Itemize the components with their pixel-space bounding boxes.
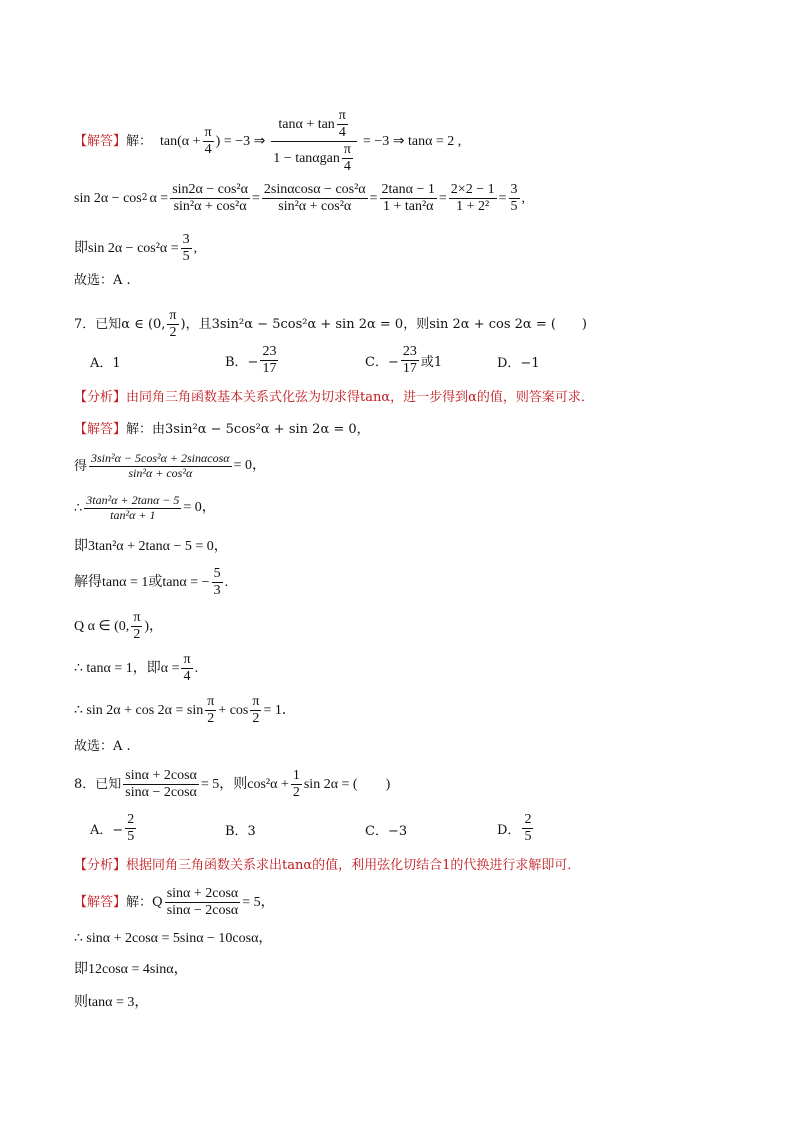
option-d: D．−1 <box>497 356 540 371</box>
fraction: $\frac{\pi}{4}$ <box>204 125 212 158</box>
option-c: C．−3 <box>365 824 408 839</box>
answer-line: 故选：A . <box>74 739 131 754</box>
fraction: tanα + tan $\frac{\pi}{4}$ 1 − tanαgan $\frac{\pi}{4}$ <box>271 108 357 175</box>
solution-step-3: 即12cosα = 4sinα， <box>74 962 188 977</box>
fraction: $\frac{\text{sin2α − cos²α}}{\text{sin²α + cos²α}}$ <box>172 182 248 215</box>
option-b: B．− $\frac{23}{17}$ <box>225 344 277 377</box>
solution-step-4: 则tanα = 3， <box>74 995 149 1010</box>
option-d: D． $\frac{2}{5}$ <box>497 812 532 845</box>
option-a: A．1 <box>90 356 121 371</box>
solution-line-1: 【解答】 解： tan(α + $\frac{\pi}{4}$ ) = −3 ⇒ tanα + tan $\frac{\pi}{4}$ 1 − tanαgan $\frac{\pi}{4}$ = −3 ⇒ tanα = 2 , <box>74 108 462 175</box>
solution-tag: 【解答】 <box>74 134 127 150</box>
fraction: $\frac{\pi}{2}$ <box>169 308 177 341</box>
solution-line-2: sin 2α − cos 2 α = $\frac{\text{sin2α − cos²α}}{\text{sin²α + cos²α}}$ = $\frac{\text{2sinαcosα − cos²α}}{\text{sin²α + cos²α}}$ = $\frac{2\tan\alpha - 1}{\text{1 + tan²α}}$ = $\frac{2\times 2 - 1}{\text{1 + 2²}}$ = $\frac{3}{5}$ , <box>74 182 525 215</box>
solution-step-2: 得 $\frac{\text{3sin²α − 5cos²α + 2sinαcosα}}{\text{sin²α + cos²α}}$ = 0， <box>74 451 267 480</box>
analysis-line: 【分析】根据同角三角函数关系求出tanα的值，利用弦化切结合1的代换进行求解即可． <box>74 858 581 873</box>
solution-line-3: 即sin 2α − cos²α = $\frac{3}{5}$ , <box>74 232 198 265</box>
fraction: $\frac{3}{5}$ <box>510 182 518 215</box>
solution-step-5: 解得tanα = 1或tanα = − $\frac{5}{3}$ . <box>74 566 229 599</box>
option-c: C．− $\frac{23}{17}$ 或1 <box>365 344 443 377</box>
fraction: $\frac{3}{5}$ <box>182 232 190 265</box>
solution-step-1: 【解答】 解：Q $\frac{\sin\alpha + 2\cos\alpha}{\sin\alpha - 2\cos\alpha}$ = 5， <box>74 886 275 919</box>
solution-step-3: ∴ $\frac{\text{3tan²α + 2tanα − 5}}{\text{tan²α + 1}}$ = 0， <box>74 493 216 522</box>
option-a: A．− $\frac{2}{5}$ <box>90 812 135 845</box>
question-8-stem: 8．已知 $\frac{\sin\alpha + 2\cos\alpha}{\sin\alpha - 2\cos\alpha}$ = 5，则cos²α + $\frac{1}{2}$ sin 2α = ( ) <box>74 768 391 801</box>
analysis-line: 【分析】由同角三角函数基本关系式化弦为切求得tanα，进一步得到α的值，则答案可求． <box>74 390 594 405</box>
fraction: $\frac{2\tan\alpha - 1}{\text{1 + tan²α}}$ <box>381 182 435 215</box>
solution-step-2: ∴ sinα + 2cosα = 5sinα − 10cosα， <box>74 931 273 946</box>
question-7-stem: 7．已知α ∈ (0, $\frac{\pi}{2}$ )，且3sin²α − 5cos²α + sin 2α = 0，则sin 2α + cos 2α = ( ) <box>74 308 588 341</box>
solution-step-1: 【解答】解：由3sin²α − 5cos²α + sin 2α = 0， <box>74 422 370 437</box>
fraction: $\frac{2\times 2 - 1}{\text{1 + 2²}}$ <box>450 182 495 215</box>
fraction: $\frac{\text{2sinαcosα − cos²α}}{\text{sin²α + cos²α}}$ <box>263 182 366 215</box>
option-b: B．3 <box>225 824 256 839</box>
solution-step-7: ∴ tanα = 1，即α = $\frac{\pi}{4}$ . <box>74 652 199 685</box>
solution-step-4: 即3tan²α + 2tanα − 5 = 0， <box>74 539 228 554</box>
solution-step-8: ∴ sin 2α + cos 2α = sin $\frac{\pi}{2}$ + cos $\frac{\pi}{2}$ = 1． <box>74 694 296 727</box>
solution-step-6: Q α ∈ (0, $\frac{\pi}{2}$ )， <box>74 610 164 643</box>
answer-line: 故选：A . <box>74 273 131 288</box>
